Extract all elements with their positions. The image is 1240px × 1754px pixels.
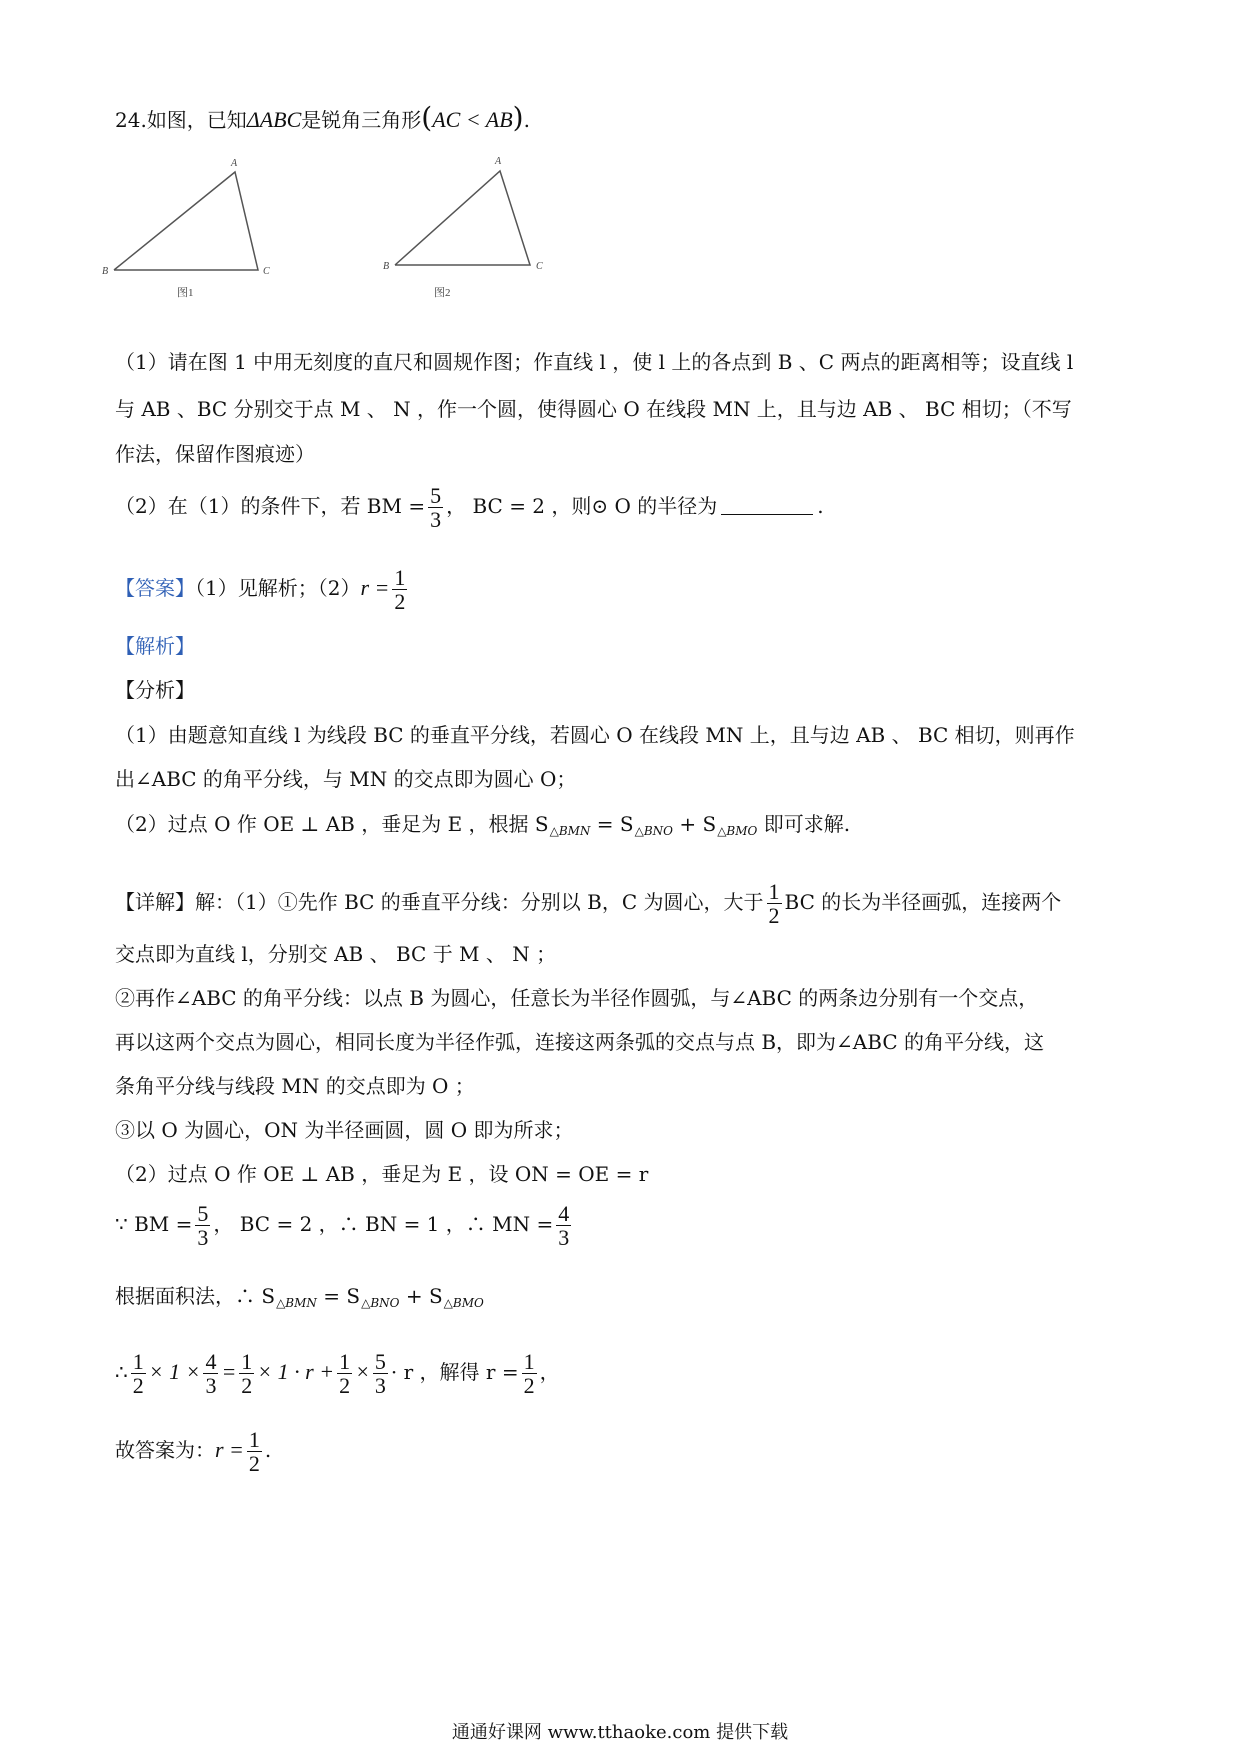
detail-line4: 再以这两个交点为圆心，相同长度为半径作弧，连接这两条弧的交点与点 B，即为∠ABC 的角平分线，这	[115, 1030, 1044, 1054]
detail-line5: 条角平分线与线段 MN 的交点即为 O ；	[115, 1074, 475, 1098]
detail-l8-b: ， BC = 2 ，∴ BN = 1 ，∴ MN =	[213, 1212, 554, 1237]
eq-t4: ×	[355, 1359, 370, 1385]
answer-num: 1	[394, 565, 406, 590]
detail-l9-c: + S	[399, 1284, 443, 1308]
footer-credit: 通通好课网 www.tthaoke.com 提供下载	[451, 1722, 789, 1743]
fenxi-l3-a: （2）过点 O 作 OE ⊥ AB ，垂足为 E ，根据 S	[115, 812, 549, 836]
detail-l1-den: 2	[768, 903, 780, 929]
eq-frac-4	[337, 1350, 352, 1397]
eq-f3-den: 2	[241, 1373, 253, 1399]
caption-fig1: 图1	[177, 287, 194, 299]
figure-1	[100, 148, 300, 313]
q1-line2: 与 AB 、BC 分别交于点 M 、 N ，作一个圆，使得圆心 O 在线段 MN 上，且与边 AB 、 BC 相切；（不写	[115, 397, 1072, 421]
label-c-fig1: C	[263, 266, 270, 277]
detail-line8	[115, 1202, 574, 1249]
eq-t3: × 1 · r +	[257, 1359, 335, 1385]
eq-frac-6	[522, 1350, 537, 1397]
detail-l8-num2: 4	[558, 1201, 570, 1226]
eq-f2-den: 3	[205, 1373, 217, 1399]
answer-fraction	[392, 566, 407, 613]
detail-line2: 交点即为直线 l，分别交 AB 、 BC 于 M 、 N ；	[115, 942, 557, 966]
eq-f1-num: 1	[132, 1349, 144, 1374]
eq-frac-1	[131, 1350, 146, 1397]
eq-frac-3	[239, 1350, 254, 1397]
fenxi-line1: （1）由题意知直线 l 为线段 BC 的垂直平分线，若圆心 O 在线段 MN 上，且与边 AB 、 BC 相切，则再作	[115, 723, 1075, 747]
detail-l8-fraction-2	[556, 1202, 571, 1249]
triangle-name: ΔABC	[246, 107, 302, 132]
eq-f4-den: 2	[339, 1373, 351, 1399]
detail-line7: （2）过点 O 作 OE ⊥ AB ，垂足为 E ，设 ON = OE = r	[115, 1162, 649, 1186]
intro-text-b: 是锐角三角形	[301, 108, 422, 132]
fenxi-sub1: △BMN	[549, 824, 591, 838]
detail-l8-a: ∵ BM =	[115, 1212, 193, 1237]
caption-fig2: 图2	[434, 287, 451, 299]
detail-l8-fraction	[195, 1202, 210, 1249]
label-c-fig2: C	[536, 261, 543, 272]
fenxi-tag: 【分析】	[115, 678, 195, 702]
final-num: 1	[248, 1427, 260, 1452]
detail-line9	[115, 1286, 484, 1309]
eq-t1: × 1 ×	[148, 1359, 201, 1385]
analysis-tag: 【解析】	[115, 634, 195, 658]
detail-line11	[115, 1428, 271, 1475]
eq-frac-2	[203, 1350, 218, 1397]
final-answer-label: 故答案为：	[115, 1438, 215, 1463]
problem-number: 24.	[115, 108, 147, 132]
answer-blank	[721, 498, 813, 515]
final-den: 2	[248, 1451, 260, 1477]
q2-fraction	[428, 484, 443, 531]
eq-f6-den: 2	[523, 1373, 535, 1399]
answer-tag: 【答案】	[115, 576, 195, 601]
label-a-fig1: A	[231, 158, 238, 169]
detail-line1	[115, 880, 1061, 927]
fenxi-line3	[115, 814, 850, 837]
detail-line3: ②再作∠ABC 的角平分线：以点 B 为圆心，任意长为半径作圆弧，与∠ABC 的两条边分别有一个交点，	[115, 986, 1039, 1010]
triangle-2	[395, 171, 530, 265]
q2-den: 3	[430, 507, 442, 533]
label-b-fig1: B	[102, 266, 109, 277]
fenxi-sub3: △BMO	[717, 824, 758, 838]
final-answer-fraction	[247, 1428, 262, 1475]
detail-line10	[115, 1350, 560, 1397]
detail-line6: ③以 O 为圆心，ON 为半径画圆，圆 O 即为所求；	[115, 1118, 574, 1142]
answer-line	[115, 566, 410, 613]
detail-l9-b: = S	[316, 1284, 361, 1308]
q1-line1: （1）请在图 1 中用无刻度的直尺和圆规作图；作直线 l ，使 l 上的各点到 B 、C 两点的距离相等；设直线 l	[115, 350, 1074, 374]
fenxi-sub2: △BNO	[634, 824, 674, 838]
eq-t6: ，	[539, 1360, 560, 1385]
fenxi-line2: 出∠ABC 的角平分线，与 MN 的交点即为圆心 O；	[115, 767, 577, 791]
eq-t5: · r ，解得 r =	[390, 1360, 519, 1385]
final-end: .	[264, 1438, 272, 1463]
answer-text: （1）见解析；（2）	[195, 576, 361, 601]
triangle-1	[114, 172, 258, 270]
q1-line3: 作法，保留作图痕迹）	[115, 442, 315, 466]
fenxi-l3-d: 即可求解.	[757, 812, 851, 836]
label-b-fig2: B	[383, 261, 390, 272]
q2-line	[115, 484, 824, 531]
fenxi-l3-c: + S	[673, 812, 717, 836]
detail-l1-a: 解：（1）①先作 BC 的垂直平分线：分别以 B，C 为圆心，大于	[195, 890, 764, 915]
intro-end: .	[523, 108, 530, 132]
detail-l9-a: 根据面积法，∴ S	[115, 1284, 276, 1308]
detail-l9-sub2: △BNO	[361, 1296, 400, 1310]
final-answer-r: r =	[215, 1437, 244, 1463]
detail-l1-fraction	[767, 880, 782, 927]
detail-l8-den2: 3	[558, 1225, 570, 1251]
eq-f3-num: 1	[241, 1349, 253, 1374]
q2-num: 5	[430, 483, 442, 508]
eq-f1-den: 2	[132, 1373, 144, 1399]
detail-l1-b: BC 的长为半径画弧，连接两个	[784, 890, 1062, 915]
detail-tag: 【详解】	[115, 890, 195, 915]
eq-f6-num: 1	[523, 1349, 535, 1374]
q2-text-a: （2）在（1）的条件下，若 BM =	[115, 494, 426, 519]
detail-l8-den: 3	[197, 1225, 209, 1251]
eq-f5-den: 3	[374, 1373, 386, 1399]
answer-den: 2	[394, 589, 406, 615]
detail-l9-sub3: △BMO	[443, 1296, 484, 1310]
therefore-symbol: ∴	[115, 1360, 128, 1385]
intro-text: 如图，已知	[146, 108, 247, 132]
fenxi-l3-b: = S	[590, 812, 634, 836]
eq-t2: =	[221, 1359, 237, 1385]
eq-f5-num: 5	[374, 1349, 386, 1374]
eq-frac-5	[373, 1350, 388, 1397]
figure-2	[375, 148, 575, 313]
detail-l9-sub1: △BMN	[276, 1296, 317, 1310]
condition: AC < AB	[432, 107, 513, 132]
answer-r: r =	[360, 575, 390, 601]
eq-f4-num: 1	[339, 1349, 351, 1374]
detail-l1-num: 1	[768, 879, 780, 904]
label-a-fig2: A	[495, 156, 502, 167]
detail-l8-num: 5	[197, 1201, 209, 1226]
q2-text-b: ， BC = 2 ，则⊙ O 的半径为	[446, 494, 718, 519]
eq-f2-num: 4	[205, 1349, 217, 1374]
problem-title: 24.如图，已知ΔABC是锐角三角形(AC < AB).	[115, 101, 530, 134]
q2-end: .	[817, 494, 824, 519]
